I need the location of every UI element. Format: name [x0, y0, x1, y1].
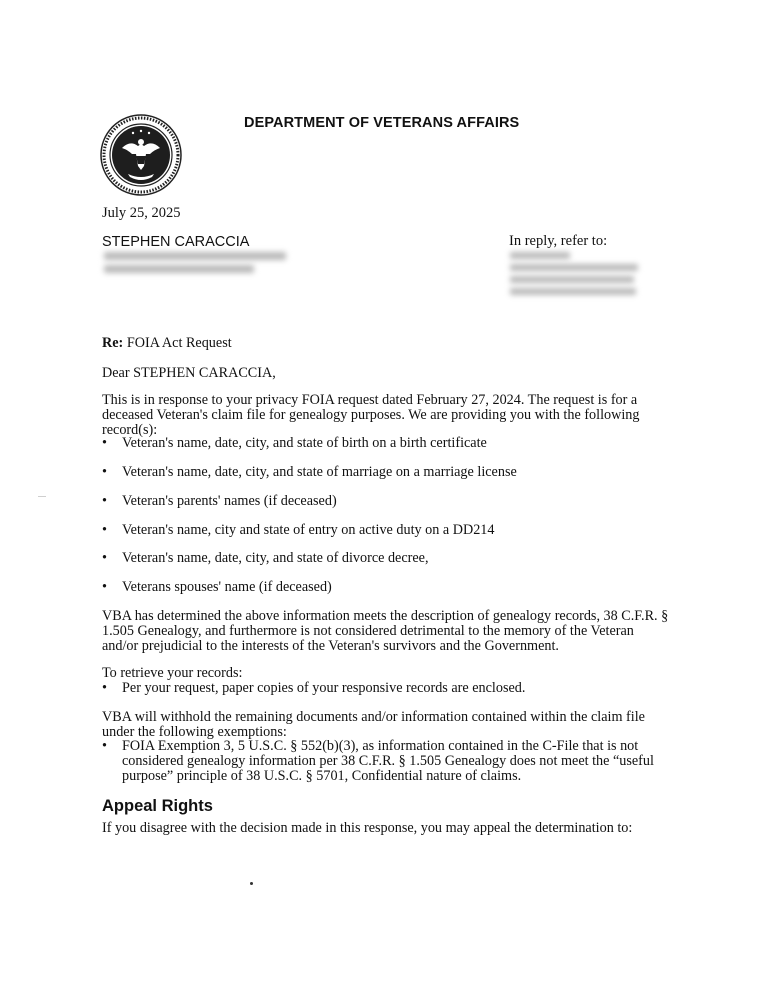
- bullet-marker: •: [102, 680, 107, 696]
- exemption-item-text: FOIA Exemption 3, 5 U.S.C. § 552(b)(3), as information contained in the C-File that is not considered genealogy information per 38 C.F.R. § 1.505 Genealogy does not meet the “useful purpose” principle of 38 U.S.C. § 5701, Confidential nature of claims.: [122, 738, 654, 784]
- redacted-reference-line-1: [510, 252, 570, 259]
- redacted-reference-line-3: [510, 276, 634, 283]
- bullet-marker: •: [102, 738, 107, 754]
- reply-reference-label: In reply, refer to:: [509, 233, 608, 249]
- withhold-paragraph: VBA will withhold the remaining documents and/or information contained within the claim file under the following exemptions:: [102, 709, 645, 740]
- scan-artifact: [38, 496, 46, 497]
- va-seal-icon: [100, 114, 182, 196]
- bullet-marker: •: [102, 464, 107, 480]
- record-item-text: Veteran's name, city and state of entry on active duty on a DD214: [122, 522, 495, 538]
- bullet-marker: •: [102, 493, 107, 509]
- salutation: Dear STEPHEN CARACCIA,: [102, 365, 276, 381]
- redacted-address-line-1: [104, 252, 286, 260]
- redacted-reference-line-2: [510, 264, 638, 271]
- record-item-text: Veteran's name, date, city, and state of birth on a birth certificate: [122, 435, 487, 451]
- record-item-text: Veteran's name, date, city, and state of marriage on a marriage license: [122, 464, 517, 480]
- bullet-marker: •: [102, 579, 107, 595]
- appeal-paragraph: If you disagree with the decision made in this response, you may appeal the determination to:: [102, 820, 633, 836]
- subject-label: Re:: [102, 335, 124, 351]
- recipient-name: STEPHEN CARACCIA: [102, 234, 250, 250]
- bullet-marker: •: [102, 550, 107, 566]
- record-item-text: Veteran's name, date, city, and state of divorce decree,: [122, 550, 429, 566]
- record-item-text: Veteran's parents' names (if deceased): [122, 493, 337, 509]
- bullet-marker: •: [102, 435, 107, 451]
- department-title: DEPARTMENT OF VETERANS AFFAIRS: [244, 115, 520, 131]
- determination-paragraph: VBA has determined the above information meets the description of genealogy records, 38 C.F.R. § 1.505 Genealogy, and furthermore is not considered detrimental to the memory of the Veteran and/or prejudicial to the interests of the Veteran's survivors and the Government.: [102, 608, 669, 654]
- intro-paragraph: This is in response to your privacy FOIA request dated February 27, 2024. The request is for a deceased Veteran's claim file for genealogy purposes. We are providing you with the following record(s):: [102, 392, 640, 438]
- subject-text: FOIA Act Request: [126, 335, 232, 351]
- letter-date: July 25, 2025: [102, 205, 181, 221]
- retrieve-heading: To retrieve your records:: [102, 665, 243, 681]
- redacted-address-line-2: [104, 265, 254, 273]
- bullet-marker: •: [102, 522, 107, 538]
- record-item-text: Veterans spouses' name (if deceased): [122, 579, 332, 595]
- retrieve-item-text: Per your request, paper copies of your responsive records are enclosed.: [122, 680, 526, 696]
- appeal-rights-heading: Appeal Rights: [102, 797, 213, 815]
- scan-artifact: [250, 882, 253, 885]
- subject-line: [102, 336, 232, 351]
- redacted-reference-line-4: [510, 288, 636, 295]
